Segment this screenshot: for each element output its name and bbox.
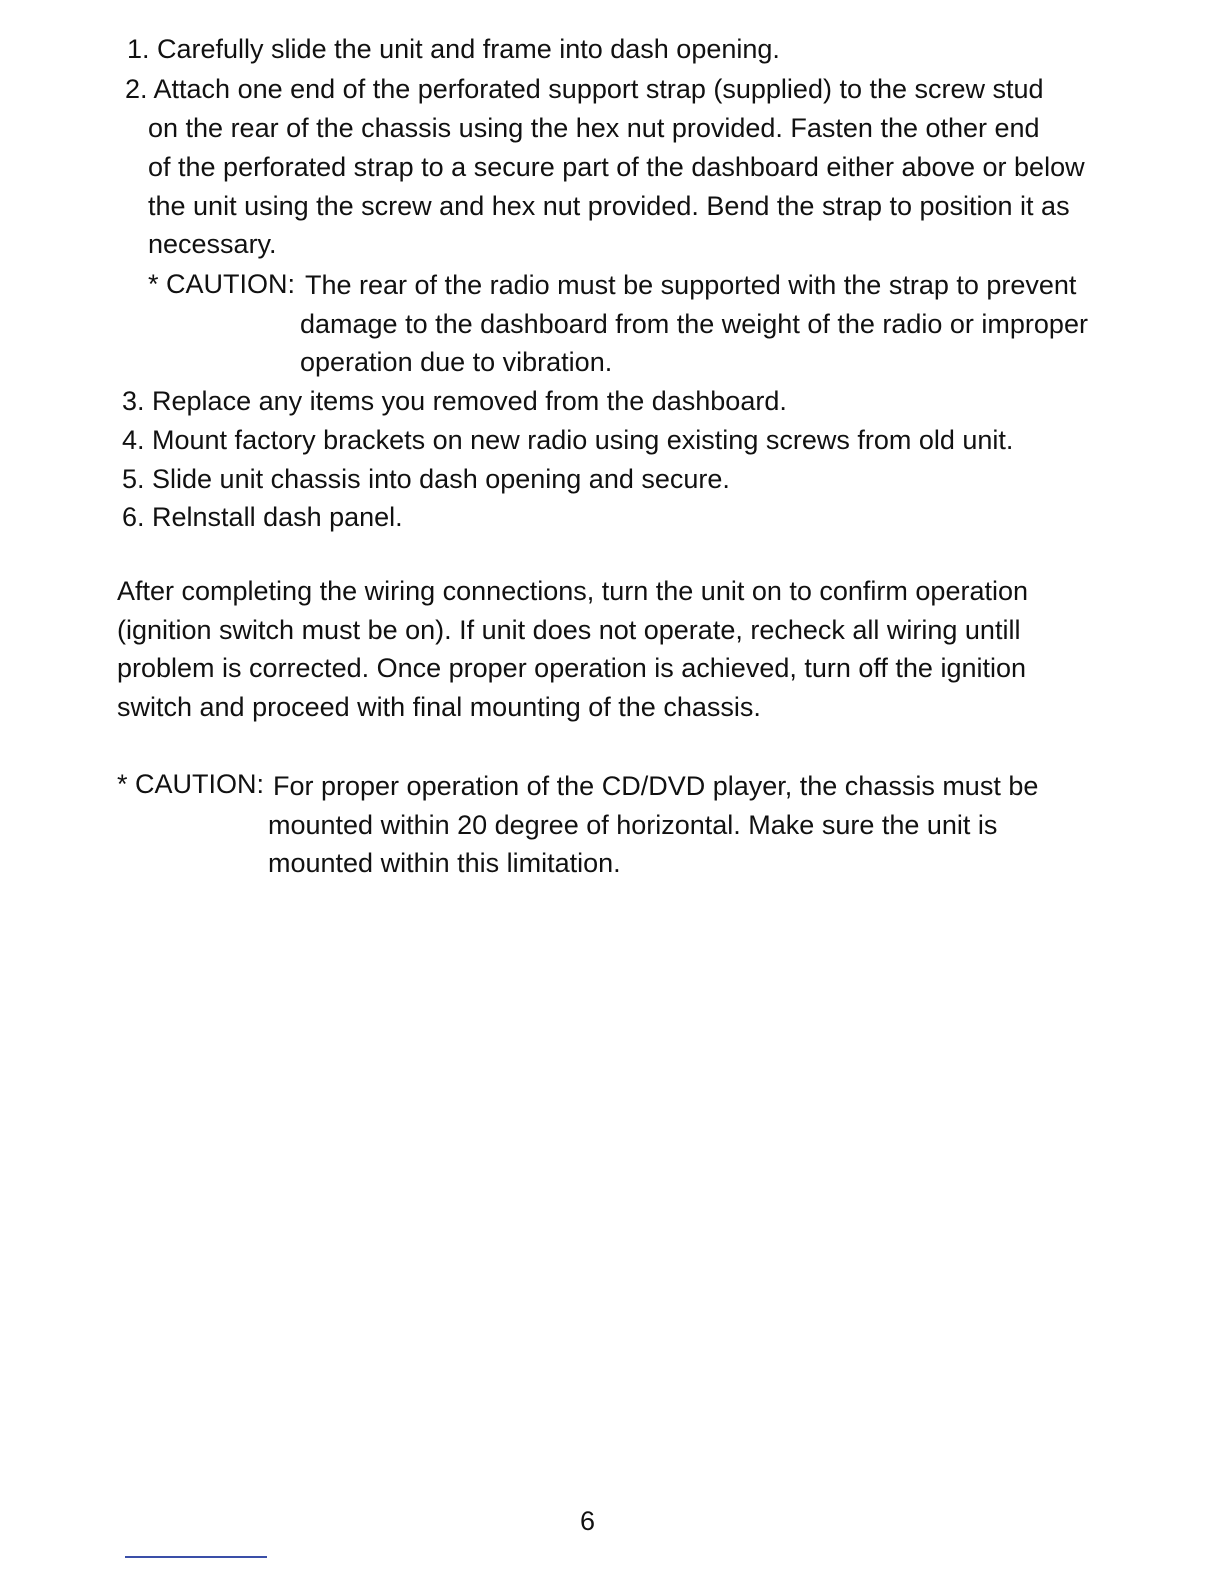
caution-2-line-1: For proper operation of the CD/DVD player, the chassis must be — [273, 771, 1039, 801]
caution-1-label: * CAUTION: — [148, 269, 296, 299]
paragraph-line-3: problem is corrected. Once proper operation is achieved, turn off the ignition — [117, 653, 1027, 683]
step-2-line-4: the unit using the screw and hex nut provided. Bend the strap to position it as — [148, 191, 1070, 221]
step-1: 1. Carefully slide the unit and frame into dash opening. — [127, 34, 780, 64]
paragraph-line-4: switch and proceed with final mounting of the chassis. — [117, 692, 761, 722]
caution-1-line-2: damage to the dashboard from the weight of the radio or improper — [300, 309, 1088, 339]
page-number: 6 — [580, 1506, 596, 1536]
footer-rule — [125, 1556, 267, 1558]
step-2-line-5: necessary. — [148, 229, 277, 259]
step-4: 4. Mount factory brackets on new radio using existing screws from old unit. — [122, 425, 1014, 455]
caution-2-label: * CAUTION: — [117, 769, 265, 799]
step-3: 3. Replace any items you removed from the dashboard. — [122, 386, 787, 416]
caution-1-line-1: The rear of the radio must be supported with the strap to prevent — [305, 270, 1077, 300]
step-6: 6. Relnstall dash panel. — [122, 502, 403, 532]
caution-1-line-3: operation due to vibration. — [300, 347, 613, 377]
step-2-line-3: of the perforated strap to a secure part of the dashboard either above or below — [148, 152, 1085, 182]
step-5: 5. Slide unit chassis into dash opening and secure. — [122, 464, 730, 494]
paragraph-line-1: After completing the wiring connections, turn the unit on to confirm operation — [117, 576, 1028, 606]
caution-2-line-2: mounted within 20 degree of horizontal. Make sure the unit is — [268, 810, 998, 840]
paragraph-line-2: (ignition switch must be on). If unit does not operate, recheck all wiring untill — [117, 615, 1021, 645]
caution-2-line-3: mounted within this limitation. — [268, 848, 621, 878]
step-2-line-2: on the rear of the chassis using the hex nut provided. Fasten the other end — [148, 113, 1040, 143]
step-2-line-1: 2. Attach one end of the perforated support strap (supplied) to the screw stud — [125, 74, 1044, 104]
